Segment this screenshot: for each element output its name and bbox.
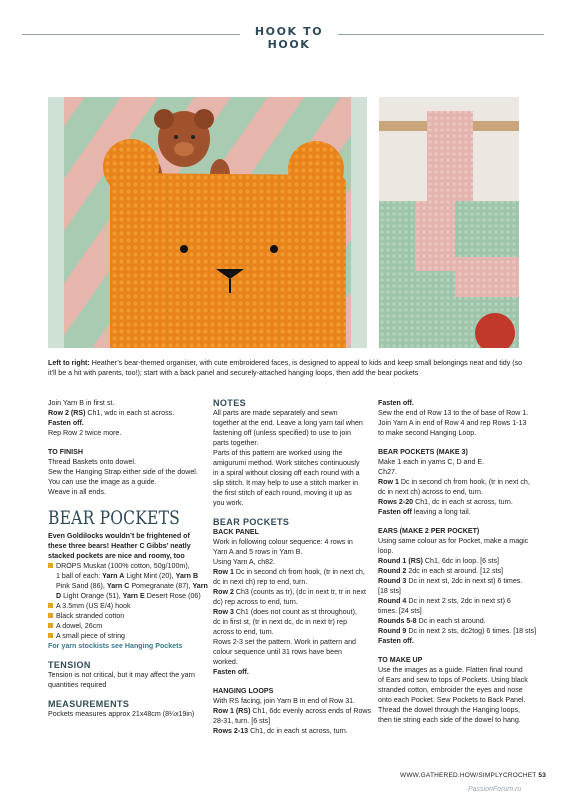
page-number: 53: [538, 772, 547, 779]
material-item: A dowel, 26cm: [48, 621, 210, 631]
text-line: Rep Row 2 twice more.: [48, 429, 122, 437]
text-line: fastening off (unless specified) to use to join: [213, 429, 351, 437]
fasten-off: Fasten off.: [48, 419, 84, 427]
tension-heading: TENSION: [48, 660, 91, 670]
pattern-row: Row 1 (RS) Ch1, 6dc evenly across ends of Rows: [213, 707, 372, 715]
text-line: Yarn A and 5 rows in Yarn B.: [213, 548, 303, 556]
pattern-row: Round 2 2dc in each st around. [12 sts]: [378, 567, 503, 575]
text-line: Thread Baskets onto dowel.: [48, 458, 136, 466]
hanging-loops-photo: [379, 97, 519, 348]
material-detail: 1 ball of each: Yarn A Light Mint (20), Yarn B: [56, 572, 199, 580]
text-line: Pockets measures approx 21x48cm (8¼x19in): [48, 710, 195, 718]
text-line: you work.: [213, 499, 244, 507]
text-line: onto each Pocket. Sew Pockets to Back Panel.: [378, 696, 526, 704]
text-line: Weave in all ends.: [48, 488, 106, 496]
text-line: colour sequence until 31 rows have been: [213, 648, 342, 656]
text-line: Use the images as a guide. Flatten final round: [378, 666, 523, 674]
text-line: Using same colour as for Pocket, make a magic: [378, 537, 529, 545]
text-line: All parts are made separately and sewn: [213, 409, 338, 417]
intro-bold: Even Goldilocks wouldn’t be frightened of these three bears! Heather C Gibbs’ neatly stacked pockets are nice and roomy, too: [48, 532, 191, 560]
text-line: to make second Hanging Loop.: [378, 429, 477, 437]
text-line: across to end, turn.: [213, 628, 274, 636]
watermark: PassionForum.ru: [468, 786, 522, 793]
text-line: loop.: [378, 547, 394, 555]
text-line: dc in next ch) across to end, turn.: [378, 488, 483, 496]
header-rule-left: [22, 34, 240, 35]
make-up-heading: TO MAKE UP: [378, 656, 423, 664]
text-line: the first stitch of each round, moving it up as: [213, 489, 352, 497]
fasten-off: Fasten off leaving a long tail.: [378, 508, 471, 516]
text-line: Sew the end of Row 13 to the of base of Row 1.: [378, 409, 529, 417]
finish-heading: TO FINISH: [48, 448, 83, 456]
pattern-row: Rows 2-13 Ch1, dc in each st across, turn.: [213, 727, 348, 735]
section-title: HOOK TO HOOK: [254, 25, 324, 51]
back-panel-heading: BACK PANEL: [213, 528, 259, 536]
text-line: dc) rep across to end, turn.: [213, 598, 298, 606]
page-footer: [400, 772, 546, 779]
column-2: [213, 398, 373, 736]
stockists-link[interactable]: For yarn stockists see Hanging Pockets: [48, 642, 183, 650]
pattern-row: Round 9 Dc in next 2 sts, dc2tog) 6 times. [18 sts]: [378, 627, 537, 635]
pattern-row: Round 3 Dc in next st, 2dc in next st) 6 times.: [378, 577, 523, 585]
text-line: Work in following colour sequence: 4 rows in: [213, 538, 353, 546]
text-line: slip stitch. It may help to use a stitch marker in: [213, 479, 359, 487]
text-line: 28-31, turn. [6 sts]: [213, 717, 271, 725]
text-line: You can use the image as a guide.: [48, 478, 157, 486]
column-3: [378, 398, 544, 725]
pattern-row: Row 1 Dc in second ch from hook, (tr in next ch,: [378, 478, 530, 486]
pattern-row: Row 2 (RS) Ch1, wdc in each st across.: [48, 409, 175, 417]
caption-lead: Left to right:: [48, 359, 90, 367]
text-line: parts together.: [213, 439, 259, 447]
material-detail: D Light Orange (51), Yarn E Desert Rose (06): [56, 592, 201, 600]
notes-heading: NOTES: [213, 398, 247, 408]
material-item: Black stranded cotton: [48, 611, 210, 621]
measurements-heading: MEASUREMENTS: [48, 699, 130, 709]
pattern-row: Round 1 (RS) Ch1, 6dc in loop. [6 sts]: [378, 557, 500, 565]
text-line: then tie string each side of the dowel to hang.: [378, 716, 521, 724]
text-line: in a spiral without closing off each round with a: [213, 469, 360, 477]
text-line: amigurumi method. Work stitches continuously: [213, 459, 360, 467]
fasten-off: Fasten off.: [378, 399, 414, 407]
text-line: With RS facing, join Yarn B in end of Row 31.: [213, 697, 356, 705]
text-line: [18 sts]: [378, 587, 401, 595]
pattern-row: Rows 2-20 Ch1, dc in each st across, turn.: [378, 498, 513, 506]
column-1: [48, 398, 210, 719]
text-line: Ch27.: [378, 468, 397, 476]
hanging-loops-heading: HANGING LOOPS: [213, 687, 274, 695]
text-line: worked.: [213, 658, 238, 666]
text-line: Make 1 each in yarns C, D and E.: [378, 458, 485, 466]
text-line: Using Yarn A, ch82.: [213, 558, 276, 566]
text-line: times. [24 sts]: [378, 607, 422, 615]
text-line: together at the end. Leave a long yarn tail when: [213, 419, 363, 427]
text-line: of Ears and sew to tops of Pockets. Using black: [378, 676, 528, 684]
text-line: Rows 2-3 set the pattern. Work in pattern and: [213, 638, 357, 646]
text-line: Parts of this pattern are worked using the: [213, 449, 343, 457]
fasten-off: Fasten off.: [378, 637, 414, 645]
text-line: stranded cotton, embroider the eyes and nose: [378, 686, 523, 694]
header-rule-right: [338, 34, 544, 35]
text-line: dc in first st, (tr in next dc, dc in next tr) rep: [213, 618, 348, 626]
ears-heading: EARS (MAKE 2 PER POCKET): [378, 527, 480, 535]
pattern-row: Round 4 Dc in next 2 sts, 2dc in next st) 6: [378, 597, 511, 605]
bear-pockets-title: BEAR POCKETS: [48, 507, 180, 529]
text-line: dc in next ch) rep to end, turn.: [213, 578, 308, 586]
caption-text: Heather’s bear-themed organiser, with cute embroidered faces, is designed to appeal to kids and keep small belongings neat and tidy (so it’ll be a hit with parents, too!); start with a back panel and securely-attached hanging loops, then add the bear pockets: [48, 359, 523, 377]
material-item: A small piece of string: [48, 631, 210, 641]
text-line: Thread the dowel through the Hanging loops,: [378, 706, 520, 714]
page-header: [0, 20, 566, 51]
pattern-row: Row 2 Ch3 (counts as tr), (dc in next tr, tr in next: [213, 588, 366, 596]
pattern-row: Row 3 Ch1 (does not count as st throughout),: [213, 608, 357, 616]
text-line: quantities required: [48, 681, 107, 689]
material-item: A 3.5mm (US E/4) hook: [48, 601, 210, 611]
text-line: Join Yarn B in first st.: [48, 399, 115, 407]
text-line: Join Yarn A in end of Row 4 and rep Rows 1-13: [378, 419, 527, 427]
material-item: DROPS Muskat (100% cotton, 50g/100m),: [48, 561, 210, 571]
pattern-row: Row 1 Dc in second ch from hook, (tr in next ch,: [213, 568, 365, 576]
bear-pockets-make-heading: BEAR POCKETS (MAKE 3): [378, 448, 468, 456]
bear-pockets-heading: BEAR POCKETS: [213, 517, 290, 527]
material-detail: Pink Sand (86), Yarn C Pomegranate (87), Yarn: [56, 582, 208, 590]
photo-caption: [48, 358, 528, 378]
text-line: Sew the Hanging Strap either side of the dowel.: [48, 468, 198, 476]
bear-pocket-photo: [48, 97, 367, 348]
footer-site[interactable]: WWW.GATHERED.HOW/SIMPLYCROCHET: [400, 772, 537, 779]
text-line: Tension is not critical, but it may affect the yarn: [48, 671, 195, 679]
pattern-row: Rounds 5-8 Dc in each st around.: [378, 617, 486, 625]
fasten-off: Fasten off.: [213, 668, 249, 676]
